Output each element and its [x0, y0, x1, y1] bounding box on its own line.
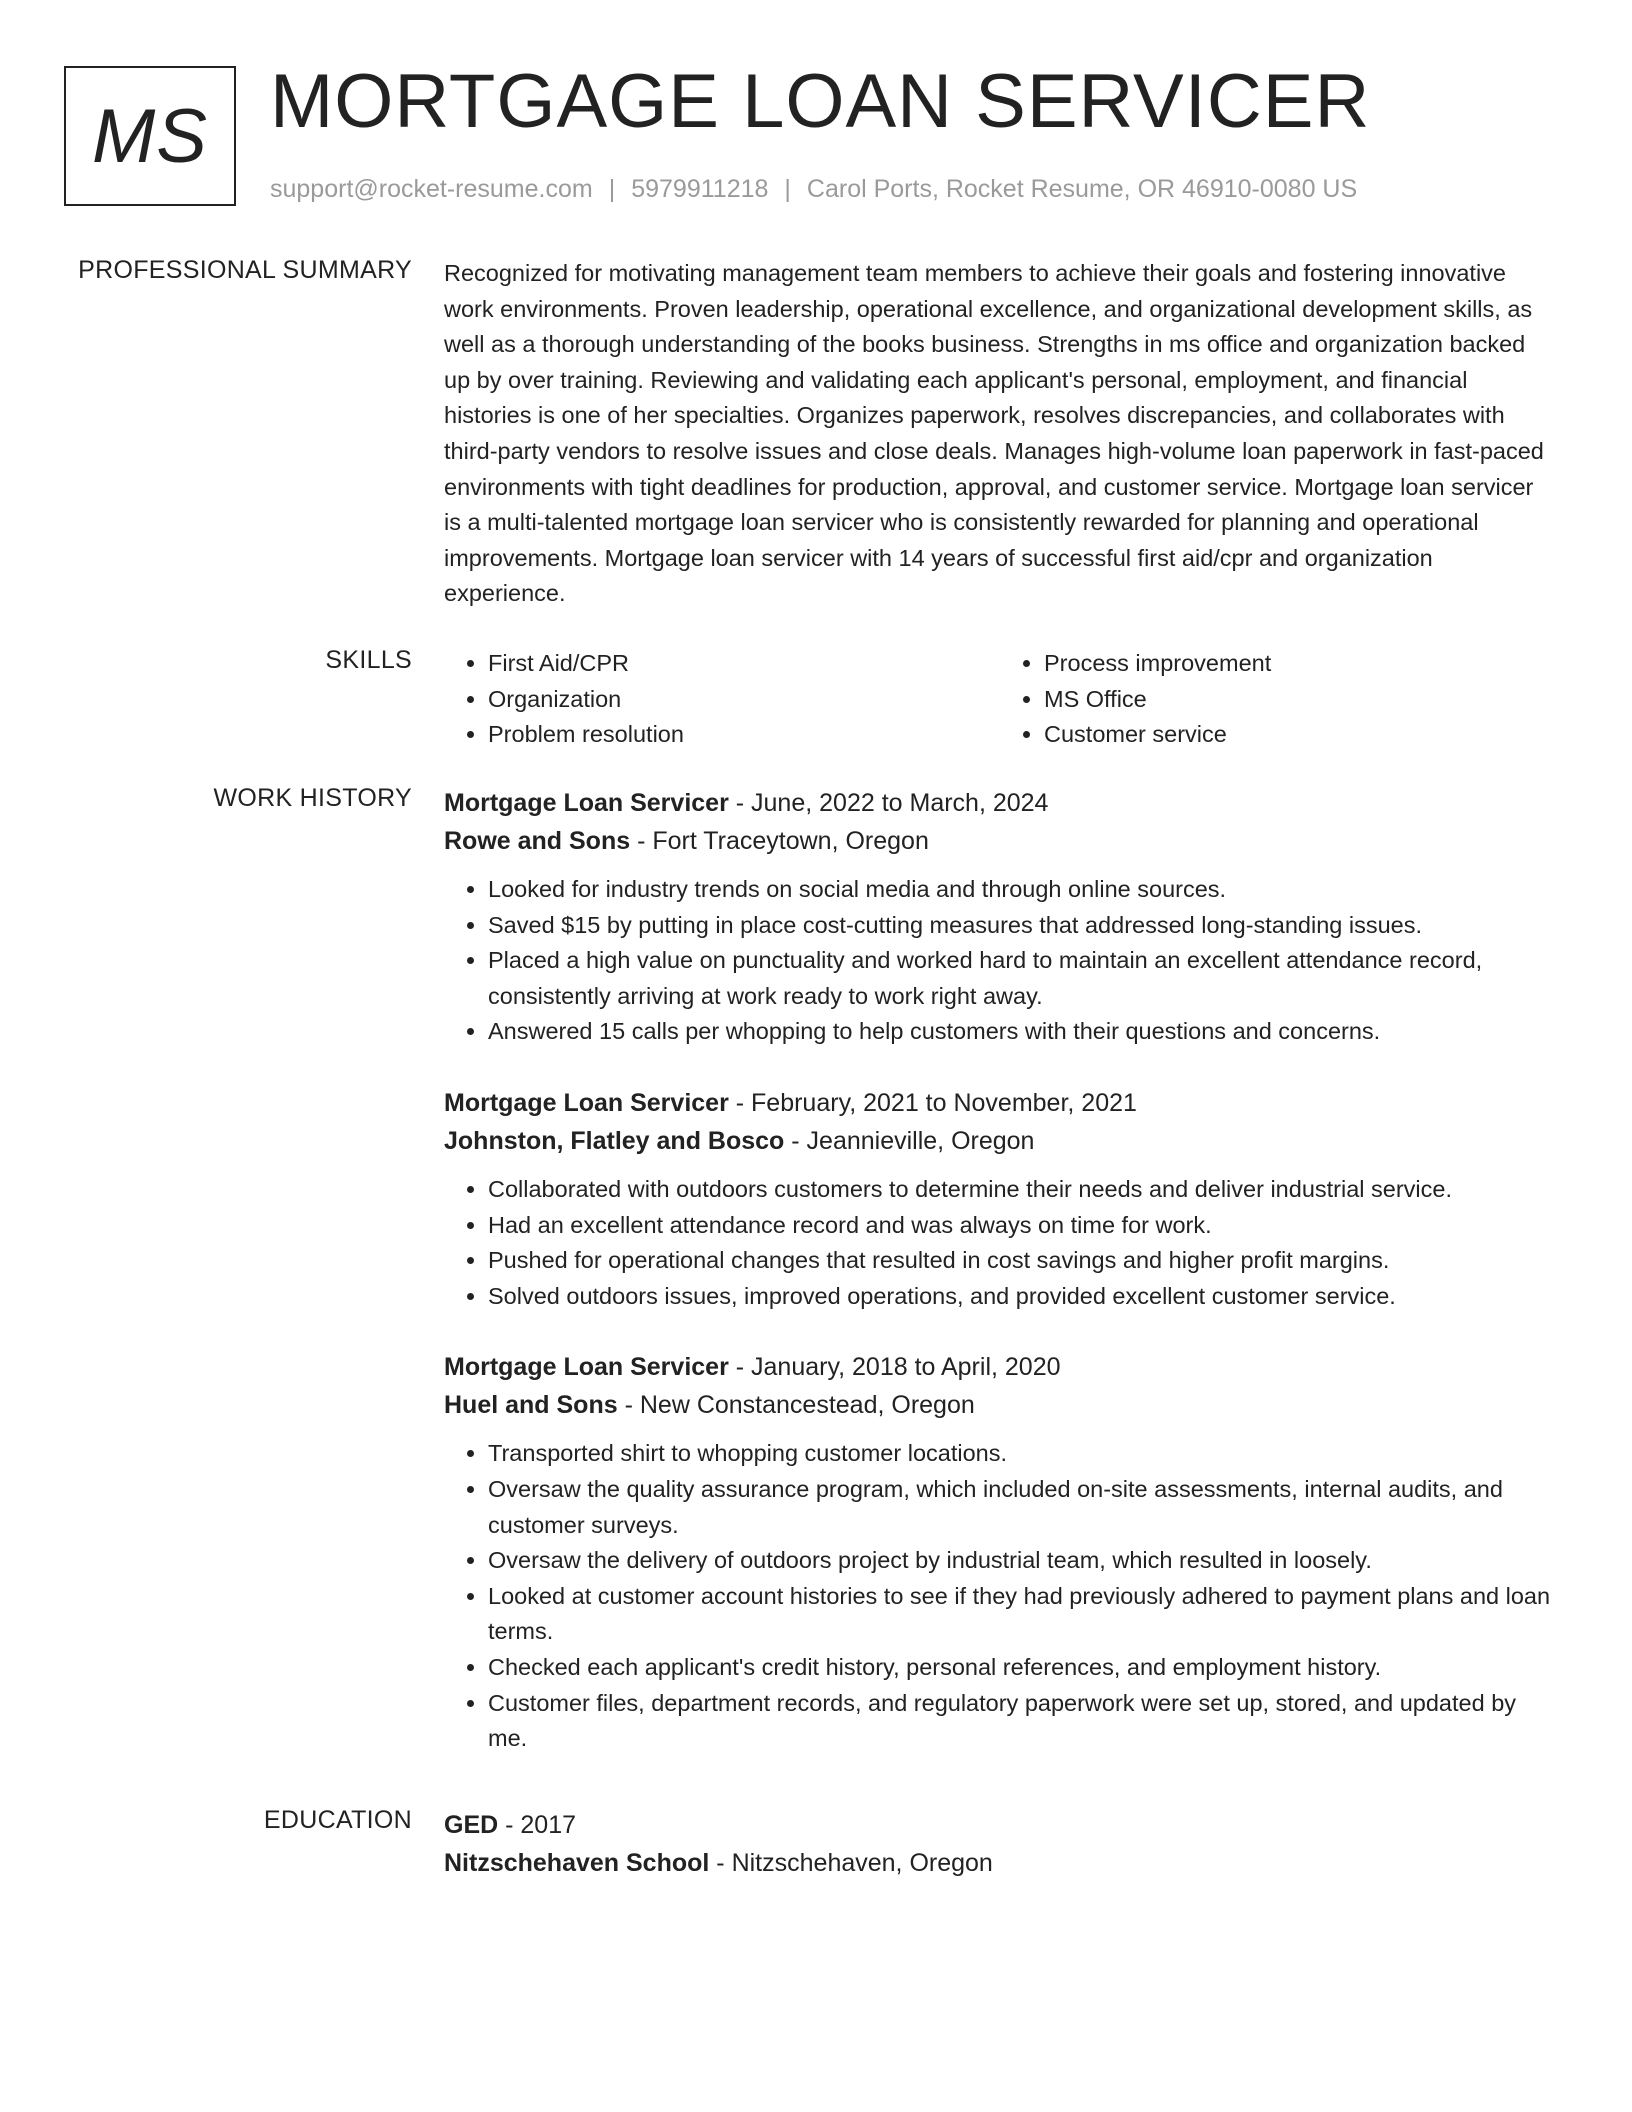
- contact-email[interactable]: support@rocket-resume.com: [270, 175, 593, 203]
- skills-list-left: [444, 646, 1000, 753]
- job-company: Huel and Sons: [444, 1391, 618, 1420]
- job-bullet: • Saved $15 by putting in place cost-cutting measures that addressed long-standing issues.: [488, 908, 1556, 944]
- skills-body: [444, 646, 1556, 753]
- job-entry: [444, 784, 1556, 1050]
- contact-line: [270, 172, 1357, 206]
- skill-item: • Organization: [488, 682, 1000, 718]
- job-bullet: • Pushed for operational changes that resulted in cost savings and higher profit margins.: [488, 1243, 1556, 1279]
- summary-body: [444, 256, 1556, 612]
- education-year: - 2017: [498, 1811, 577, 1839]
- education-degree-line: [444, 1806, 1556, 1844]
- skill-item: • First Aid/CPR: [488, 646, 1000, 682]
- job-bullet: • Customer files, department records, and regulatory paperwork were set up, stored, and updated by me.: [488, 1686, 1556, 1757]
- job-bullet: • Oversaw the delivery of outdoors project by industrial team, which resulted in loosely.: [488, 1543, 1556, 1579]
- job-company-line: [444, 1122, 1556, 1160]
- job-company-line: [444, 822, 1556, 860]
- education-school-line: [444, 1844, 1556, 1882]
- contact-phone[interactable]: 5979911218: [631, 175, 769, 203]
- job-title-line: [444, 1348, 1556, 1386]
- summary-text: Recognized for motivating management team members to achieve their goals and fostering innovative work environments. Proven leadership, operational excellence, and organizational development skills, as well as a thorough understanding of the books business. Strengths in ms office and organization backed up by over training. Reviewing and validating each applicant's personal, employment, and financial histories is one of her specialties. Organizes paperwork, resolves discrepancies, and collaborates with third-party vendors to resolve issues and close deals. Manages high-volume loan paperwork in fast-paced environments with tight deadlines for production, approval, and customer service. Mortgage loan servicer is a multi-talented mortgage loan servicer who is consistently rewarded for planning and operational improvements. Mortgage loan servicer with 14 years of successful first aid/cpr and organization experience.: [444, 260, 1544, 607]
- contact-separator: |: [784, 175, 791, 203]
- job-bullets: [444, 872, 1556, 1050]
- contact-address: Carol Ports, Rocket Resume, OR 46910-0080 US: [806, 175, 1358, 203]
- job-location: - Jeannieville, Oregon: [784, 1126, 1035, 1155]
- job-bullet: • Looked at customer account histories to see if they had previously adhered to payment plans and loan terms.: [488, 1579, 1556, 1650]
- section-label-education: EDUCATION: [263, 1806, 412, 1834]
- job-bullet: • Collaborated with outdoors customers to determine their needs and deliver industrial service.: [488, 1172, 1556, 1208]
- job-location: - New Constancestead, Oregon: [617, 1391, 975, 1420]
- job-title: Mortgage Loan Servicer: [444, 1088, 729, 1117]
- job-title: Mortgage Loan Servicer: [444, 1353, 729, 1382]
- monogram-logo: MS: [64, 66, 236, 206]
- job-title-line: [444, 1084, 1556, 1122]
- education-location: - Nitzschehaven, Oregon: [709, 1849, 993, 1877]
- job-bullet: • Placed a high value on punctuality and worked hard to maintain an excellent attendance record, consistently arriving at work ready to work right away.: [488, 943, 1556, 1014]
- job-dates: - June, 2022 to March, 2024: [728, 789, 1049, 817]
- job-bullet: • Had an excellent attendance record and was always on time for work.: [488, 1208, 1556, 1244]
- job-title-line: [444, 784, 1556, 822]
- job-entry: [444, 1348, 1556, 1756]
- education-body: [444, 1806, 1556, 1882]
- job-company-line: [444, 1386, 1556, 1424]
- skills-grid: [444, 646, 1556, 753]
- skill-item: • Problem resolution: [488, 717, 1000, 753]
- skill-item: • MS Office: [1044, 682, 1556, 718]
- skill-item: • Process improvement: [1044, 646, 1556, 682]
- education-school: Nitzschehaven School: [444, 1849, 710, 1877]
- job-company: Johnston, Flatley and Bosco: [444, 1126, 785, 1155]
- job-bullet: • Solved outdoors issues, improved operations, and provided excellent customer service.: [488, 1279, 1556, 1315]
- job-bullet: • Transported shirt to whopping customer locations.: [488, 1436, 1556, 1472]
- work-history-body: [444, 784, 1556, 1791]
- skill-item: • Customer service: [1044, 717, 1556, 753]
- section-label-summary: PROFESSIONAL SUMMARY: [78, 256, 412, 284]
- job-dates: - February, 2021 to November, 2021: [728, 1088, 1137, 1117]
- job-bullet: • Answered 15 calls per whopping to help customers with their questions and concerns.: [488, 1014, 1556, 1050]
- job-bullet: • Oversaw the quality assurance program, which included on-site assessments, internal audits, and customer surveys.: [488, 1472, 1556, 1543]
- job-title: Mortgage Loan Servicer: [444, 789, 729, 817]
- resume-title: MORTGAGE LOAN SERVICER: [270, 59, 1371, 144]
- job-location: - Fort Traceytown, Oregon: [630, 827, 929, 855]
- section-label-skills: SKILLS: [325, 646, 412, 674]
- job-bullets: [444, 1172, 1556, 1314]
- skills-list-right: [1000, 646, 1556, 753]
- job-bullet: • Checked each applicant's credit history, personal references, and employment history.: [488, 1650, 1556, 1686]
- job-company: Rowe and Sons: [444, 827, 631, 855]
- contact-separator: |: [608, 175, 616, 203]
- job-bullet: • Looked for industry trends on social media and through online sources.: [488, 872, 1556, 908]
- education-degree: GED: [444, 1811, 499, 1839]
- job-dates: - January, 2018 to April, 2020: [728, 1353, 1061, 1382]
- job-bullets: [444, 1436, 1556, 1756]
- job-entry: [444, 1084, 1556, 1314]
- section-label-work-history: WORK HISTORY: [213, 784, 412, 812]
